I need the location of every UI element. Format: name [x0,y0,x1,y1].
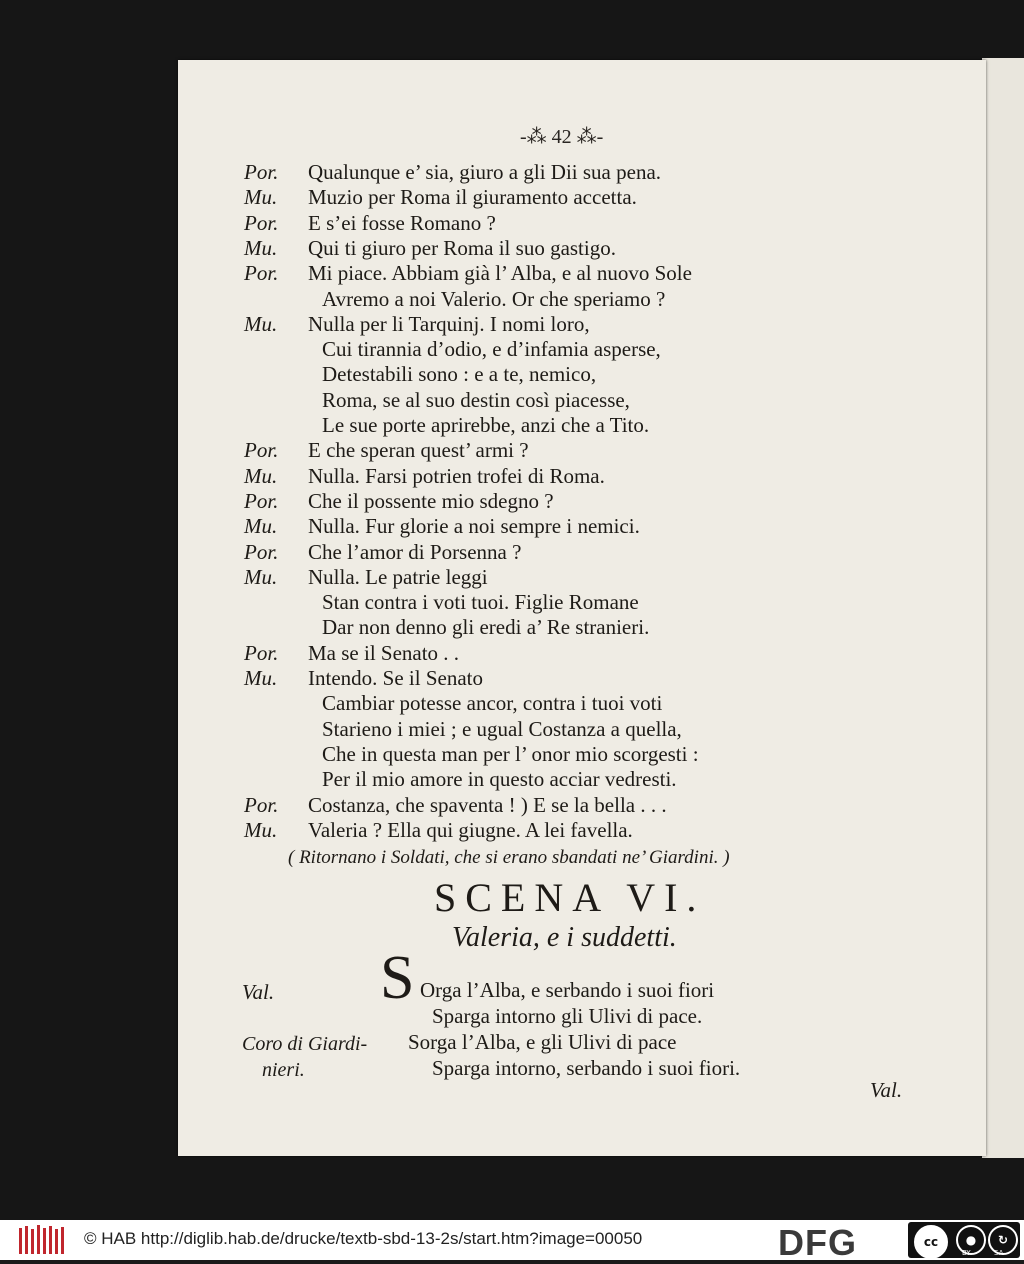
dialogue-line: Detestabili sono : e a te, nemico, [322,362,597,387]
dialogue-line: Che il possente mio sdegno ? [308,488,554,513]
dialogue-line: E s’ei fosse Romano ? [308,210,496,235]
coro-line-1: Sorga l’Alba, e gli Ulivi di pace [408,1030,677,1054]
scene-title: SCENA VI. [434,875,706,920]
dialogue-line: Intendo. Se il Senato [308,666,483,690]
speaker-label: Mu. [244,185,278,210]
dialogue-line: Costanza, che spaventa ! ) E se la bella . . . [308,792,667,817]
hab-logo-icon [18,1224,66,1256]
speaker-label: Por. [244,488,279,513]
dialogue-line: Stan contra i voti tuoi. Figlie Romane [322,590,639,615]
dialogue-line: Starieno i miei ; e ugual Costanza a quella, [322,716,682,741]
speaker-label: Mu. [244,564,278,589]
next-page-edge [982,58,1024,1158]
dialogue-line: Che l’amor di Porsenna ? [308,539,522,564]
dialogue-line: Qui ti giuro per Roma il suo gastigo. [308,235,616,260]
coro-speaker-1: Coro di Giardi- [242,1033,368,1055]
speaker-label: Mu. [244,514,278,539]
dialogue-line: Qualunque e’ sia, giuro a gli Dii sua pena. [308,160,662,184]
drop-cap: S [380,944,415,1012]
copyright-link[interactable]: © HAB http://diglib.hab.de/drucke/textb-sbd-13-2s/start.htm?image=00050 [84,1229,643,1248]
dialogue-line: Dar non denno gli eredi a’ Re stranieri. [322,615,650,640]
dialogue-line: Per il mio amore in questo acciar vedresti. [322,767,677,792]
dialogue-line: Nulla. Le patrie leggi [308,564,488,589]
speaker-label: Mu. [244,311,278,336]
dialogue-line: Valeria ? Ella qui giugne. A lei favella. [308,817,633,842]
speaker-label: Por. [244,210,279,235]
dialogue-line: Le sue porte aprirebbe, anzi che a Tito. [322,413,650,437]
dialogue-line: Nulla. Fur glorie a noi sempre i nemici. [308,514,640,539]
val-speaker: Val. [242,980,275,1004]
dialogue-line: Ma se il Senato . . [308,640,460,665]
cc-icon: cc [914,1225,948,1259]
val-line-2: Sparga intorno gli Ulivi di pace. [432,1004,703,1028]
coro-speaker-2: nieri. [262,1059,305,1081]
dialogue-line: Che in questa man per l’ onor mio scorgesti : [322,741,699,766]
catchword: Val. [870,1078,903,1102]
dialogue-line: Cui tirannia d’odio, e d’infamia asperse, [322,337,661,362]
share-alike-icon: ↻ [988,1225,1018,1255]
cc-license-badge[interactable] [908,1222,1020,1258]
coro-line-2: Sparga intorno, serbando i suoi fiori. [432,1056,741,1080]
speaker-label: Mu. [244,817,278,842]
dialogue-line: Roma, se al suo destin così piacesse, [322,387,630,412]
speaker-label: Por. [244,261,279,286]
val-line-1: Orga l’Alba, e serbando i suoi fiori [420,978,715,1002]
speaker-label: Por. [244,539,279,564]
speaker-label: Por. [244,438,279,463]
page-number-header: -⁂ 42 ⁂- [520,126,604,148]
cc-sa-label: SA [994,1249,1004,1257]
dialogue-line: Cambiar potesse ancor, contra i tuoi voti [322,691,663,716]
scene-persons: Valeria, e i suddetti. [452,922,677,953]
person-icon: ● [956,1225,986,1255]
dialogue-line: Muzio per Roma il giuramento accetta. [308,185,637,210]
dfg-logo: DFG [778,1222,857,1263]
dialogue-line: Mi piace. Abbiam già l’ Alba, e al nuovo Sole [308,261,692,286]
dialogue-line: Nulla. Farsi potrien trofei di Roma. [308,463,605,488]
speaker-label: Mu. [244,463,278,488]
speaker-label: Por. [244,160,279,184]
footer-bar [0,1220,1024,1263]
cc-by-label: BY [962,1249,971,1257]
stage-direction: ( Ritornano i Soldati, che si erano sbandati ne’ Giardini. ) [288,847,730,868]
dialogue-line: Nulla per li Tarquinj. I nomi loro, [308,311,590,336]
speaker-label: Por. [244,792,279,817]
speaker-label: Mu. [244,235,278,260]
dialogue-line: E che speran quest’ armi ? [308,438,529,463]
speaker-label: Por. [244,640,279,665]
dialogue-line: Avremo a noi Valerio. Or che speriamo ? [322,286,666,311]
speaker-label: Mu. [244,666,278,690]
